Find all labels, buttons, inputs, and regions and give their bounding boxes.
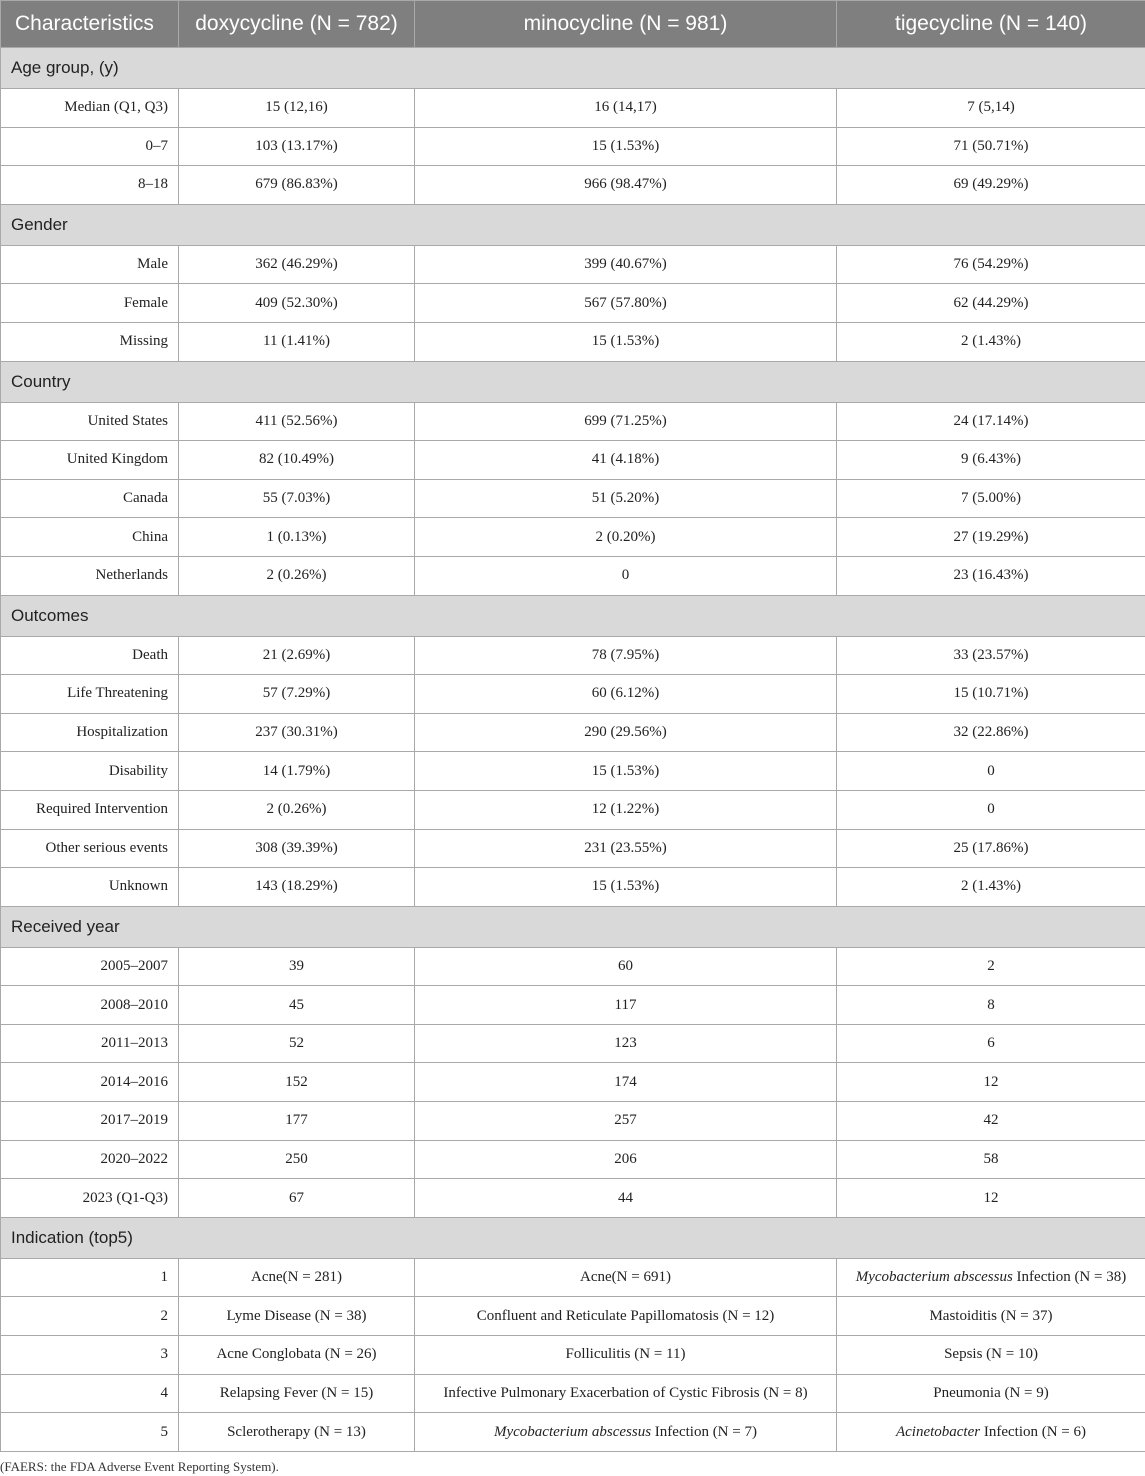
table-cell: 78 (7.95%) <box>415 636 837 675</box>
table-row <box>1 245 1145 284</box>
cell-text: Pneumonia (N = 9) <box>933 1384 1049 1401</box>
cell-text: Relapsing Fever (N = 15) <box>219 1384 374 1401</box>
row-label: 8–18 <box>1 166 179 205</box>
section-row <box>1 595 1145 636</box>
section-row <box>1 906 1145 947</box>
header-characteristics: Characteristics <box>1 1 179 48</box>
table-cell <box>837 1258 1145 1297</box>
table-cell: 42 <box>837 1102 1145 1141</box>
table-cell: 62 (44.29%) <box>837 284 1145 323</box>
table-cell: 60 <box>415 947 837 986</box>
section-row <box>1 48 1145 89</box>
row-label: 2 <box>1 1297 179 1336</box>
table-cell: 409 (52.30%) <box>179 284 415 323</box>
table-cell: 23 (16.43%) <box>837 556 1145 595</box>
section-row <box>1 1217 1145 1258</box>
table-cell: 966 (98.47%) <box>415 166 837 205</box>
table-row <box>1 127 1145 166</box>
table-cell: 27 (19.29%) <box>837 518 1145 557</box>
row-label: 2017–2019 <box>1 1102 179 1141</box>
table-cell: 44 <box>415 1179 837 1218</box>
section-title: Outcomes <box>1 595 1145 636</box>
row-label: 4 <box>1 1374 179 1413</box>
table-row <box>1 89 1145 128</box>
table-cell: 231 (23.55%) <box>415 829 837 868</box>
table-cell: 6 <box>837 1024 1145 1063</box>
table-row <box>1 636 1145 675</box>
table-cell: 51 (5.20%) <box>415 479 837 518</box>
table-cell <box>415 1374 837 1413</box>
table-cell: 567 (57.80%) <box>415 284 837 323</box>
table-cell: 69 (49.29%) <box>837 166 1145 205</box>
table-cell: 67 <box>179 1179 415 1218</box>
table-row <box>1 713 1145 752</box>
table-cell <box>179 1297 415 1336</box>
table-cell: 411 (52.56%) <box>179 402 415 441</box>
cell-text: Folliculitis (N = 11) <box>565 1346 686 1363</box>
table-row <box>1 1413 1145 1452</box>
cell-text: Acne(N = 691) <box>580 1269 671 1286</box>
table-cell <box>837 1413 1145 1452</box>
table-cell: 60 (6.12%) <box>415 675 837 714</box>
table-row <box>1 322 1145 361</box>
cell-text: Acne Conglobata (N = 26) <box>216 1346 377 1363</box>
table-row <box>1 1374 1145 1413</box>
table-row <box>1 1063 1145 1102</box>
row-label: 2008–2010 <box>1 986 179 1025</box>
header-doxycycline: doxycycline (N = 782) <box>179 1 415 48</box>
table-cell: 699 (71.25%) <box>415 402 837 441</box>
row-label: Death <box>1 636 179 675</box>
table-cell: 257 <box>415 1102 837 1141</box>
row-label: Netherlands <box>1 556 179 595</box>
row-label: Unknown <box>1 868 179 907</box>
table-cell: 1 (0.13%) <box>179 518 415 557</box>
table-row <box>1 1258 1145 1297</box>
row-label: Life Threatening <box>1 675 179 714</box>
table-cell: 82 (10.49%) <box>179 441 415 480</box>
table-cell <box>179 1374 415 1413</box>
table-cell: 33 (23.57%) <box>837 636 1145 675</box>
table-row <box>1 441 1145 480</box>
table-cell: 2 <box>837 947 1145 986</box>
table-cell <box>415 1297 837 1336</box>
table-cell: 52 <box>179 1024 415 1063</box>
table-cell: 55 (7.03%) <box>179 479 415 518</box>
table-cell: 0 <box>837 752 1145 791</box>
table-cell: 32 (22.86%) <box>837 713 1145 752</box>
table-cell: 14 (1.79%) <box>179 752 415 791</box>
cell-text: Sepsis (N = 10) <box>944 1346 1038 1363</box>
table-cell: 57 (7.29%) <box>179 675 415 714</box>
row-label: Female <box>1 284 179 323</box>
table-cell <box>179 1413 415 1452</box>
table-cell: 2 (0.20%) <box>415 518 837 557</box>
table-cell: 237 (30.31%) <box>179 713 415 752</box>
organism-name: Mycobacterium abscessus <box>855 1269 1013 1286</box>
cell-text: Infection (N = 7) <box>651 1423 757 1440</box>
table-row <box>1 479 1145 518</box>
row-label: 2020–2022 <box>1 1140 179 1179</box>
cell-text: Infection (N = 6) <box>980 1423 1087 1440</box>
row-label: Hospitalization <box>1 713 179 752</box>
table-cell <box>837 1374 1145 1413</box>
table-row <box>1 166 1145 205</box>
row-label: China <box>1 518 179 557</box>
table-cell <box>837 1297 1145 1336</box>
cell-text: Acne(N = 281) <box>251 1269 342 1286</box>
table-row <box>1 284 1145 323</box>
table-cell: 39 <box>179 947 415 986</box>
cell-text: Infective Pulmonary Exacerbation of Cystic Fibrosis (N = 8) <box>443 1384 808 1401</box>
organism-name: Mycobacterium abscessus <box>494 1423 652 1440</box>
table-cell: 103 (13.17%) <box>179 127 415 166</box>
table-cell: 117 <box>415 986 837 1025</box>
row-label: Disability <box>1 752 179 791</box>
table-row <box>1 1102 1145 1141</box>
table-cell: 15 (12,16) <box>179 89 415 128</box>
table-cell: 177 <box>179 1102 415 1141</box>
row-label: 5 <box>1 1413 179 1452</box>
table-cell: 25 (17.86%) <box>837 829 1145 868</box>
section-title: Age group, (y) <box>1 48 1145 89</box>
section-title: Country <box>1 361 1145 402</box>
table-row <box>1 402 1145 441</box>
table-cell: 290 (29.56%) <box>415 713 837 752</box>
section-row <box>1 204 1145 245</box>
table-row <box>1 1336 1145 1375</box>
table-row <box>1 868 1145 907</box>
section-title: Gender <box>1 204 1145 245</box>
table-cell: 11 (1.41%) <box>179 322 415 361</box>
table-cell <box>415 1258 837 1297</box>
table-cell: 7 (5.00%) <box>837 479 1145 518</box>
table-cell <box>415 1336 837 1375</box>
header-row <box>1 1 1145 48</box>
table-cell <box>179 1336 415 1375</box>
cell-text: Infection (N = 38) <box>1012 1269 1127 1286</box>
table-cell: 7 (5,14) <box>837 89 1145 128</box>
table-cell <box>179 1258 415 1297</box>
table-row <box>1 1179 1145 1218</box>
row-label: Canada <box>1 479 179 518</box>
table-cell: 12 <box>837 1179 1145 1218</box>
section-row <box>1 361 1145 402</box>
table-cell: 71 (50.71%) <box>837 127 1145 166</box>
table-row <box>1 556 1145 595</box>
cell-text: Mastoiditis (N = 37) <box>929 1307 1053 1324</box>
footnote: (FAERS: the FDA Adverse Event Reporting System). <box>0 1459 279 1474</box>
table-cell: 174 <box>415 1063 837 1102</box>
table-cell: 58 <box>837 1140 1145 1179</box>
row-label: Male <box>1 245 179 284</box>
table-cell: 16 (14,17) <box>415 89 837 128</box>
section-title: Received year <box>1 906 1145 947</box>
row-label: 0–7 <box>1 127 179 166</box>
table-row <box>1 986 1145 1025</box>
table-row <box>1 829 1145 868</box>
cell-text: Lyme Disease (N = 38) <box>226 1307 367 1324</box>
table-cell: 152 <box>179 1063 415 1102</box>
table-row <box>1 675 1145 714</box>
table-body <box>1 48 1145 1452</box>
table-cell: 123 <box>415 1024 837 1063</box>
table-row <box>1 1024 1145 1063</box>
row-label: Other serious events <box>1 829 179 868</box>
organism-name: Acinetobacter <box>895 1423 981 1440</box>
row-label: 2023 (Q1-Q3) <box>1 1179 179 1218</box>
row-label: 2014–2016 <box>1 1063 179 1102</box>
table-cell: 9 (6.43%) <box>837 441 1145 480</box>
table-cell: 15 (1.53%) <box>415 868 837 907</box>
table-cell: 362 (46.29%) <box>179 245 415 284</box>
row-label: Required Intervention <box>1 790 179 829</box>
table-cell: 0 <box>415 556 837 595</box>
table-cell: 206 <box>415 1140 837 1179</box>
row-label: 2011–2013 <box>1 1024 179 1063</box>
row-label: 2005–2007 <box>1 947 179 986</box>
row-label: United States <box>1 402 179 441</box>
table-cell: 15 (1.53%) <box>415 322 837 361</box>
table-cell: 41 (4.18%) <box>415 441 837 480</box>
table-cell: 45 <box>179 986 415 1025</box>
cell-text: Confluent and Reticulate Papillomatosis (N = 12) <box>476 1307 775 1324</box>
row-label: United Kingdom <box>1 441 179 480</box>
header-minocycline: minocycline (N = 981) <box>415 1 837 48</box>
row-label: Missing <box>1 322 179 361</box>
table-row <box>1 752 1145 791</box>
table-cell: 2 (0.26%) <box>179 790 415 829</box>
table-cell: 8 <box>837 986 1145 1025</box>
row-label: 3 <box>1 1336 179 1375</box>
table-cell: 399 (40.67%) <box>415 245 837 284</box>
table-row <box>1 518 1145 557</box>
table-cell: 2 (1.43%) <box>837 868 1145 907</box>
table-row <box>1 1297 1145 1336</box>
table-cell: 679 (86.83%) <box>179 166 415 205</box>
table-cell <box>837 1336 1145 1375</box>
table-cell: 76 (54.29%) <box>837 245 1145 284</box>
table-cell: 0 <box>837 790 1145 829</box>
table-cell: 12 <box>837 1063 1145 1102</box>
table-cell <box>415 1413 837 1452</box>
row-label: Median (Q1, Q3) <box>1 89 179 128</box>
table-cell: 143 (18.29%) <box>179 868 415 907</box>
row-label: 1 <box>1 1258 179 1297</box>
table-cell: 250 <box>179 1140 415 1179</box>
table-cell: 21 (2.69%) <box>179 636 415 675</box>
table-row <box>1 790 1145 829</box>
cell-text: Sclerotherapy (N = 13) <box>227 1423 366 1440</box>
table-cell: 15 (1.53%) <box>415 127 837 166</box>
section-title: Indication (top5) <box>1 1217 1145 1258</box>
table-row <box>1 947 1145 986</box>
table-cell: 308 (39.39%) <box>179 829 415 868</box>
table-cell: 12 (1.22%) <box>415 790 837 829</box>
table-cell: 24 (17.14%) <box>837 402 1145 441</box>
table-cell: 2 (1.43%) <box>837 322 1145 361</box>
table-cell: 15 (10.71%) <box>837 675 1145 714</box>
table-cell: 15 (1.53%) <box>415 752 837 791</box>
header-tigecycline: tigecycline (N = 140) <box>837 1 1145 48</box>
table-cell: 2 (0.26%) <box>179 556 415 595</box>
table-row <box>1 1140 1145 1179</box>
